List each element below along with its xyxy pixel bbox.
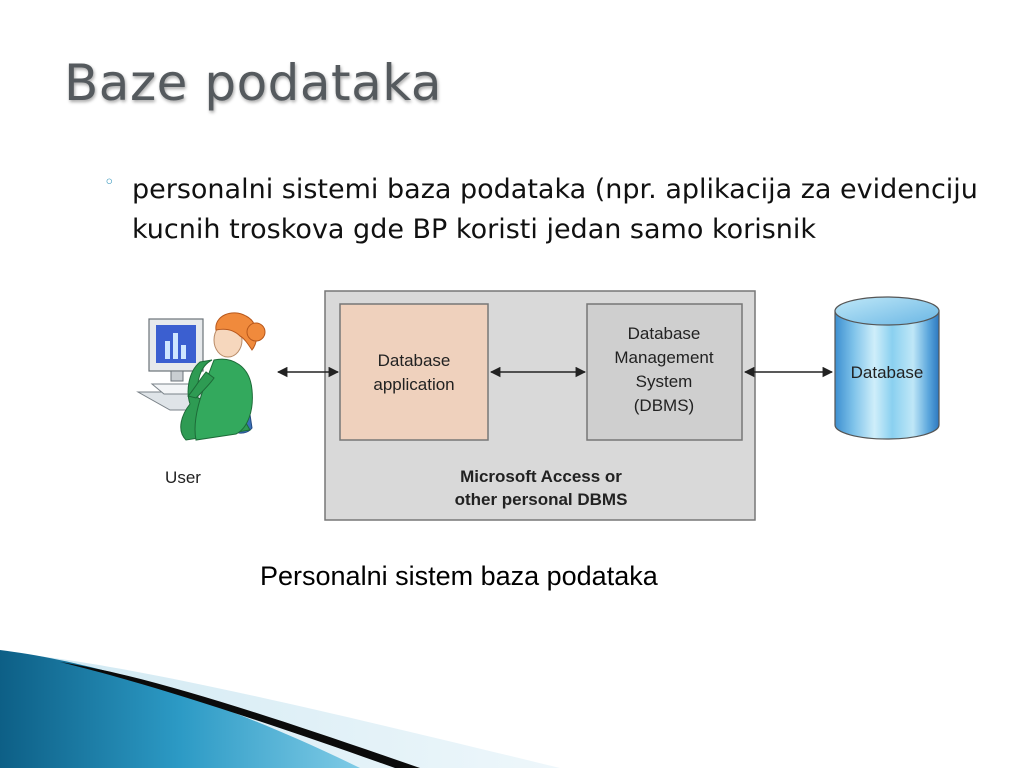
app-label-line1: Database [377, 351, 451, 370]
user-at-computer-icon [138, 313, 265, 440]
container-label-line2: other personal DBMS [454, 490, 628, 509]
dbms-label-line2: Management [614, 348, 714, 367]
bullet-circle-icon: ◦ [104, 172, 115, 193]
container-label-line1: Microsoft Access or [460, 467, 622, 486]
user-label: User [165, 468, 201, 487]
slide-title: Baze podataka [64, 54, 443, 112]
decorative-swoosh [0, 650, 560, 768]
database-label: Database [850, 363, 924, 382]
app-label-line2: application [373, 375, 455, 394]
diagram-caption: Personalni sistem baza podataka [260, 561, 658, 591]
dbms-label-line1: Database [627, 324, 701, 343]
dbms-label-line4: (DBMS) [633, 396, 695, 415]
bullet-text: personalni sistemi baza podataka (npr. aplikacija za evidenciju kucnih troskova gde BP koristi jedan samo korisnik [132, 174, 978, 245]
database-application-box [340, 304, 488, 440]
dbms-label-line3: System [635, 372, 693, 391]
